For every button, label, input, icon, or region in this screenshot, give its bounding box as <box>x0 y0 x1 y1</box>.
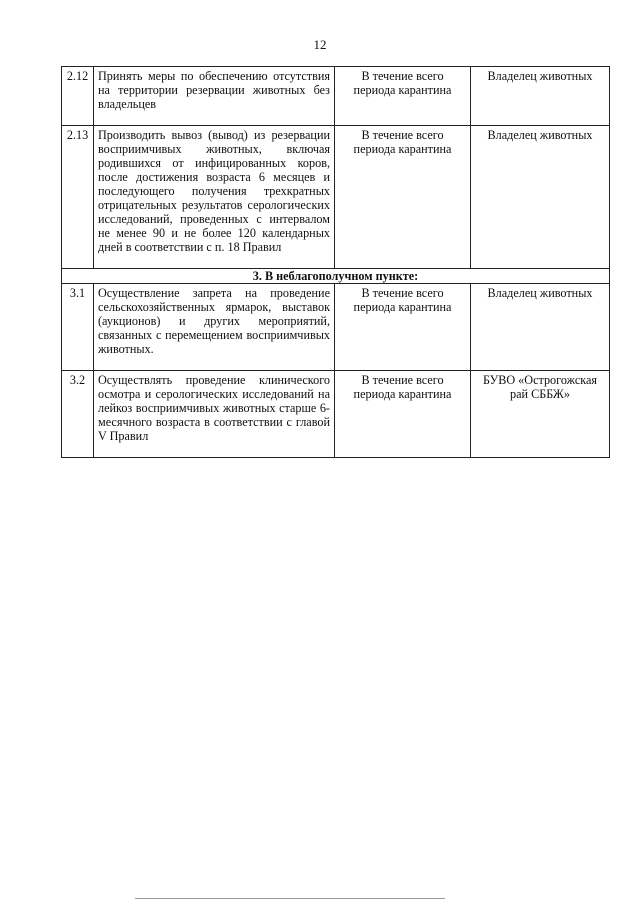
table-row <box>62 67 610 126</box>
row-number: 2.12 <box>62 67 94 126</box>
term-text: В течение всего периода карантина <box>335 67 471 126</box>
responsible-text: Владелец животных <box>471 67 610 126</box>
page-bottom-divider <box>135 898 445 899</box>
action-text: Осуществление запрета на проведение сельскохозяйственных ярмарок, выставок (аукционов) и других мероприятий, связанных с перемещением восприимчивых животных. <box>94 284 335 371</box>
section-header-row <box>62 269 610 284</box>
row-number: 3.2 <box>62 371 94 458</box>
section-title: 3. В неблагополучном пункте: <box>62 269 610 284</box>
term-text: В течение всего периода карантина <box>335 371 471 458</box>
table-row <box>62 371 610 458</box>
action-text: Производить вывоз (вывод) из резервации восприимчивых животных, включая родившихся от инфицированных коров, после достижения возраста 6 месяцев и последующего получения трехкратных отрицательных результатов серологических исследований, проведенных с интервалом не менее 90 и не более 120 календарных дней в соответствии с п. 18 Правил <box>94 126 335 269</box>
term-text: В течение всего периода карантина <box>335 284 471 371</box>
measures-table <box>61 66 610 458</box>
table-row <box>62 284 610 371</box>
page-number: 12 <box>313 37 327 52</box>
table-row <box>62 126 610 269</box>
responsible-text: БУВО «Острогожская рай СББЖ» <box>471 371 610 458</box>
row-number: 2.13 <box>62 126 94 269</box>
action-text: Осуществлять проведение клинического осмотра и серологических исследований на лейкоз восприимчивых животных старше 6-месячного возраста в соответствии с главой V Правил <box>94 371 335 458</box>
responsible-text: Владелец животных <box>471 126 610 269</box>
term-text: В течение всего периода карантина <box>335 126 471 269</box>
action-text: Принять меры по обеспечению отсутствия на территории резервации животных без владельцев <box>94 67 335 126</box>
row-number: 3.1 <box>62 284 94 371</box>
responsible-text: Владелец животных <box>471 284 610 371</box>
